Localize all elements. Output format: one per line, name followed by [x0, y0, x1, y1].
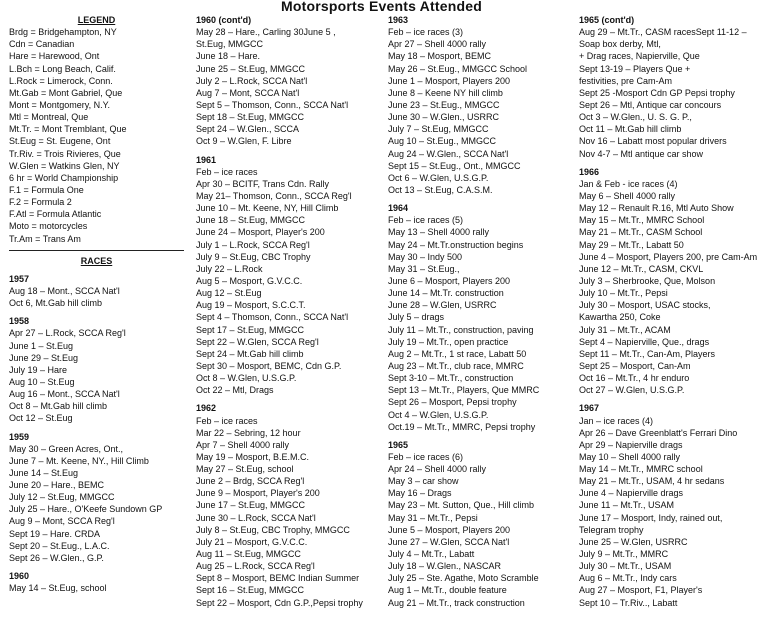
event-entry: June 24 – Mosport, Player's 200 — [196, 227, 325, 238]
event-entry: June 29 – St.Eug — [9, 352, 79, 363]
event-entry: May 15 – Mt.Tr., MMRC School — [579, 215, 705, 226]
column-3 — [388, 14, 573, 609]
event-entry: Aug 23 – Mt.Tr., club race, MMRC — [388, 360, 524, 371]
event-entry: Aug 12 – St.Eug — [196, 288, 262, 299]
event-entry: Moto = motorcycles — [9, 221, 88, 232]
event-entry: July 7 – St.Eug, MMGCC — [388, 124, 489, 135]
event-entry: Sept 8 – Mosport, BEMC Indian Summer — [196, 573, 360, 584]
event-entry: Sept 26 – Mtl, Antique car concours — [579, 99, 722, 110]
event-entry: Sept 24 – Mt.Gab hill climb — [196, 348, 304, 359]
event-entry: May 31 – St.Eug., — [388, 263, 460, 274]
event-entry: June 30 – L.Rock, SCCA Nat'l — [196, 512, 316, 523]
event-entry: Aug 10 – St.Eug — [9, 376, 75, 387]
event-entry: July 5 – drags — [388, 312, 445, 323]
event-entry: June 10 – Mt. Keene, NY, Hill Climb — [196, 203, 339, 214]
event-entry: Oct 9 – W.Glen, F. Libre — [196, 136, 292, 147]
event-entry: June 14 – St.Eug — [9, 467, 79, 478]
event-entry: Aug 9 – Mont, SCCA Reg'l — [9, 516, 115, 527]
event-entry: May 3 – car show — [388, 476, 459, 487]
event-entry: Oct 8 – W.Glen, U.S.G.P. — [196, 373, 297, 384]
event-entry: Aug 27 – Mosport, F1, Player's — [579, 585, 703, 596]
event-entry: May 16 – Drags — [388, 488, 452, 499]
event-entry: June 11 – Mt.Tr., USAM — [579, 500, 675, 511]
event-entry: Apr 27 – L.Rock, SCCA Reg'l — [9, 328, 126, 339]
section-heading: LEGEND — [77, 15, 116, 25]
section-heading: RACES — [80, 255, 113, 266]
event-entry: Sept 25 – Mosport, Can-Am — [579, 360, 691, 371]
event-entry: May 10 – Shell 4000 rally — [579, 451, 681, 462]
event-entry: June 17 – St.Eug, MMGCC — [196, 500, 306, 511]
event-entry: Aug 2 – Mt.Tr., 1 st race, Labatt 50 — [388, 348, 527, 359]
event-entry: July 25 – Hare., O'Keefe Sundown GP — [9, 504, 163, 515]
event-entry: Sept 19 – Hare. CRDA — [9, 528, 101, 539]
event-entry: June 6 – Mosport, Players 200 — [388, 275, 511, 286]
event-entry: Feb – ice races — [196, 166, 258, 177]
event-entry: July 2 – L.Rock, SCCA Nat'l — [196, 75, 308, 86]
event-entry: Sept 30 – Mosport, BEMC, Cdn G.P. — [196, 360, 342, 371]
event-entry: July 10 – Mt.Tr., Pepsi — [579, 288, 668, 299]
event-entry: June 1 – St.Eug — [9, 340, 74, 351]
event-entry: Mar 22 – Sebring, 12 hour — [196, 427, 301, 438]
event-entry: Jan – ice races (4) — [579, 415, 654, 426]
event-entry: July 9 – St.Eug, CBC Trophy — [196, 251, 311, 262]
event-entry: Tr.Riv. = Trois Rivieres, Que — [9, 148, 121, 159]
event-entry: Sept 10 – Tr.Riv.., Labatt — [579, 597, 678, 608]
event-entry: July 31 – Mt.Tr., ACAM — [579, 324, 671, 335]
event-entry: Apr 24 – Shell 4000 rally — [388, 464, 487, 475]
event-entry: L.Bch = Long Beach, Calif. — [9, 63, 116, 74]
event-entry: June 23 – St.Eug., MMGCC — [388, 99, 500, 110]
year-heading: 1960 (cont'd) — [196, 15, 252, 25]
event-entry: F.Atl = Formula Atlantic — [9, 209, 102, 220]
event-entry: Aug 11 – St.Eug, MMGCC — [196, 549, 301, 560]
event-entry: July 19 – Hare — [9, 364, 68, 375]
event-entry: June 20 – Hare., BEMC — [9, 480, 105, 491]
event-entry: June 25 – St.Eug, MMGCC — [196, 63, 306, 74]
event-entry: festivities, pre Cam-Am — [579, 75, 673, 86]
event-entry: Oct 22 – Mtl, Drags — [196, 385, 274, 396]
year-heading: 1966 — [579, 166, 600, 177]
event-entry: Oct 6, Mt.Gab hill climb — [9, 298, 103, 309]
event-entry: Telegram trophy — [579, 524, 644, 535]
event-entry: June 7 – Mt. Keene, NY., Hill Climb — [9, 455, 149, 466]
event-entry: Mt.Gab = Mont Gabriel, Que — [9, 87, 123, 98]
event-entry: W.Glen = Watkins Glen, NY — [9, 160, 120, 171]
event-entry: Hare = Harewood, Ont — [9, 51, 100, 62]
event-entry: June 8 – Keene NY hill climb — [388, 87, 503, 98]
event-entry: Tr.Am = Trans Am — [9, 233, 81, 244]
event-entry: July 4 – Mt.Tr., Labatt — [388, 549, 475, 560]
event-entry: Oct 8 – Mt.Gab hill climb — [9, 401, 108, 412]
event-entry: Kawartha 250, Coke — [579, 312, 661, 323]
event-entry: Aug 10 – St.Eug., MMGCC — [388, 136, 497, 147]
event-entry: June 18 – St.Eug, MMGCC — [196, 215, 306, 226]
event-entry: June 4 – Napierville drags — [579, 488, 684, 499]
event-entry: July 8 – St.Eug, CBC Trophy, MMGCC — [196, 524, 350, 535]
event-entry: Feb – ice races (3) — [388, 27, 464, 38]
year-heading: 1963 — [388, 15, 409, 25]
event-entry: Aug 19 – Mosport, S.C.C.T. — [196, 300, 306, 311]
event-entry: Aug 24 – W.Glen., SCCA Nat'l — [388, 148, 509, 159]
event-entry: St.Eug, MMGCC — [196, 39, 264, 50]
event-entry: July 30 – Mosport, USAC stocks, — [579, 300, 711, 311]
event-entry: July 19 – Mt.Tr., open practice — [388, 336, 509, 347]
event-entry: May 23 – Mt. Sutton, Que., Hill climb — [388, 500, 535, 511]
event-entry: May 30 – Indy 500 — [388, 251, 463, 262]
event-entry: May 28 – Hare., Carling 30June 5 , — [196, 27, 336, 38]
event-entry: May 21– Thomson, Conn., SCCA Reg'l — [196, 190, 352, 201]
event-entry: June 17 – Mosport, Indy, rained out, — [579, 512, 723, 523]
event-entry: Sept 5 – Thomson, Conn., SCCA Nat'l — [196, 99, 349, 110]
event-entry: Sept 17 – St.Eug, MMGCC — [196, 324, 305, 335]
event-entry: May 27 – St.Eug, school — [196, 464, 294, 475]
event-entry: Sept 26 – Mosport, Pepsi trophy — [388, 397, 517, 408]
event-entry: Feb – ice races (6) — [388, 451, 464, 462]
event-entry: F.1 = Formula One — [9, 184, 84, 195]
event-entry: Aug 21 – Mt.Tr., track construction — [388, 597, 525, 608]
event-entry: June 27 – W.Glen, SCCA Nat'l — [388, 536, 510, 547]
event-entry: Sept 24 – W.Glen., SCCA — [196, 124, 300, 135]
event-entry: Soap box derby, Mtl, — [579, 39, 661, 50]
event-entry: July 1 – L.Rock, SCCA Reg'l — [196, 239, 310, 250]
event-entry: Sept 11 – Mt.Tr., Can-Am, Players — [579, 348, 716, 359]
event-entry: July 18 – W.Glen., NASCAR — [388, 561, 502, 572]
event-entry: Mont = Montgomery, N.Y. — [9, 99, 110, 110]
year-heading: 1959 — [9, 431, 30, 442]
event-entry: Aug 5 – Mosport, G.V.C.C. — [196, 275, 303, 286]
event-entry: June 18 – Hare. — [196, 51, 261, 62]
event-entry: Oct 13 – St.Eug, C.A.S.M. — [388, 184, 493, 195]
event-entry: May 6 – Shell 4000 rally — [579, 190, 676, 201]
event-entry: May 14 – Mt.Tr., MMRC school — [579, 464, 703, 475]
event-entry: Oct 11 – Mt.Gab hill climb — [579, 124, 682, 135]
event-entry: Cdn = Canadian — [9, 39, 75, 50]
year-heading: 1965 (cont'd) — [579, 15, 635, 25]
event-entry: Aug 6 – Mt.Tr., Indy cars — [579, 573, 677, 584]
event-entry: Sept 13-19 – Players Que + — [579, 63, 691, 74]
event-entry: Apr 29 – Napierville drags — [579, 439, 683, 450]
event-entry: May 30 – Green Acres, Ont., — [9, 443, 124, 454]
event-entry: June 12 – Mt.Tr., CASM, CKVL — [579, 263, 704, 274]
year-heading: 1965 — [388, 439, 409, 450]
event-entry: June 28 – W.Glen, USRRC — [388, 300, 497, 311]
event-entry: June 30 – W.Glen., USRRC — [388, 112, 500, 123]
event-entry: 6 hr = World Championship — [9, 172, 119, 183]
event-entry: Apr 7 – Shell 4000 rally — [196, 439, 290, 450]
event-entry: May 13 – Shell 4000 rally — [388, 227, 490, 238]
event-entry: June 9 – Mosport, Player's 200 — [196, 488, 320, 499]
event-entry: Sept 22 – W.Glen, SCCA Reg'l — [196, 336, 319, 347]
event-entry: Sept 4 – Napierville, Que., drags — [579, 336, 710, 347]
event-entry: Oct 3 – W.Glen., U. S. G. P., — [579, 112, 692, 123]
event-entry: Nov 16 – Labatt most popular drivers — [579, 136, 727, 147]
event-entry: Aug 29 – Mt.Tr., CASM racesSept 11-12 – — [579, 27, 747, 38]
column-1 — [9, 14, 184, 594]
event-entry: Oct.19 – Mt.Tr., MMRC, Pepsi trophy — [388, 421, 536, 432]
event-entry: June 5 – Mosport, Players 200 — [388, 524, 511, 535]
event-entry: Oct 16 – Mt.Tr., 4 hr enduro — [579, 373, 690, 384]
event-entry: July 30 – Mt.Tr., USAM — [579, 561, 672, 572]
event-entry: July 22 – L.Rock — [196, 263, 263, 274]
event-entry: Sept 20 – St.Eug., L.A.C. — [9, 540, 110, 551]
event-entry: May 31 – Mt.Tr., Pepsi — [388, 512, 478, 523]
event-entry: July 25 – Ste. Agathe, Moto Scramble — [388, 573, 539, 584]
event-entry: Apr 30 – BCITF, Trans Cdn. Rally — [196, 178, 330, 189]
column-2 — [196, 14, 381, 609]
event-entry: + Drag races, Napierville, Que — [579, 51, 700, 62]
event-entry: Oct 6 – W.Glen, U.S.G.P. — [388, 172, 489, 183]
event-entry: Sept 18 – St.Eug, MMGCC — [196, 112, 305, 123]
event-entry: May 21 – Mt.Tr., USAM, 4 hr sedans — [579, 476, 725, 487]
year-heading: 1961 — [196, 154, 217, 165]
event-entry: July 3 – Sherbrooke, Que, Molson — [579, 275, 716, 286]
year-heading: 1960 — [9, 571, 30, 582]
event-entry: Sept 22 – Mosport, Cdn G.P.,Pepsi trophy — [196, 597, 363, 608]
event-entry: July 12 – St.Eug, MMGCC — [9, 492, 115, 503]
event-entry: Aug 18 – Mont., SCCA Nat'l — [9, 285, 120, 296]
event-entry: June 1 – Mosport, Players 200 — [388, 75, 511, 86]
event-entry: May 18 – Mosport, BEMC — [388, 51, 492, 62]
event-entry: May 29 – Mt.Tr., Labatt 50 — [579, 239, 684, 250]
event-entry: June 4 – Mosport, Players 200, pre Cam-Am — [579, 251, 758, 262]
year-heading: 1958 — [9, 316, 30, 327]
event-entry: Feb – ice races (5) — [388, 215, 464, 226]
event-entry: Aug 16 – Mont., SCCA Nat'l — [9, 389, 120, 400]
event-entry: Mt.Tr. = Mont Tremblant, Que — [9, 124, 127, 135]
event-entry: Sept 13 – Mt.Tr., Players, Que MMRC — [388, 385, 540, 396]
event-entry: July 21 – Mosport, G.V.C.C. — [196, 536, 308, 547]
event-entry: Sept 15 – St.Eug., Ont., MMGCC — [388, 160, 521, 171]
event-entry: Oct 27 – W.Glen, U.S.G.P. — [579, 385, 685, 396]
page-title: Motorsports Events Attended — [281, 0, 482, 14]
year-heading: 1964 — [388, 203, 409, 214]
year-heading: 1962 — [196, 403, 217, 414]
event-entry: Sept 4 – Thomson, Conn., SCCA Nat'l — [196, 312, 349, 323]
event-entry: Brdg = Bridgehampton, NY — [9, 27, 117, 38]
event-entry: July 9 – Mt.Tr., MMRC — [579, 549, 669, 560]
event-entry: Apr 26 – Dave Greenblatt's Ferrari Dino — [579, 427, 738, 438]
event-entry: June 14 – Mt.Tr. construction — [388, 288, 504, 299]
event-entry: Aug 25 – L.Rock, SCCA Reg'l — [196, 561, 315, 572]
event-entry: May 21 – Mt.Tr., CASM School — [579, 227, 703, 238]
event-entry: Sept 16 – St.Eug, MMGCC — [196, 585, 305, 596]
event-entry: St.Eug = St. Eugene, Ont — [9, 136, 111, 147]
event-entry: Aug 7 – Mont, SCCA Nat'l — [196, 87, 300, 98]
event-entry: Sept 3-10 – Mt.Tr., construction — [388, 373, 514, 384]
event-entry: Jan & Feb - ice races (4) — [579, 178, 678, 189]
event-entry: May 12 – Renault R.16, Mtl Auto Show — [579, 203, 734, 214]
event-entry: Feb – ice races — [196, 415, 258, 426]
event-entry: July 11 – Mt.Tr., construction, paving — [388, 324, 534, 335]
event-entry: June 25 – W.Glen, USRRC — [579, 536, 688, 547]
event-entry: Nov 4-7 – Mtl antique car show — [579, 148, 704, 159]
event-entry: Apr 27 – Shell 4000 rally — [388, 39, 487, 50]
year-heading: 1957 — [9, 273, 30, 284]
event-entry: Mtl = Montreal, Que — [9, 112, 89, 123]
event-entry: F.2 = Formula 2 — [9, 197, 72, 208]
event-entry: May 26 – St.Eug., MMGCC School — [388, 63, 528, 74]
year-heading: 1967 — [579, 403, 600, 414]
event-entry: May 14 – St.Eug, school — [9, 583, 107, 594]
event-entry: June 2 – Brdg, SCCA Reg'l — [196, 476, 305, 487]
event-entry: Oct 4 – W.Glen, U.S.G.P. — [388, 409, 489, 420]
event-entry: Sept 25 -Mosport Cdn GP Pepsi trophy — [579, 87, 735, 98]
event-entry: May 19 – Mosport, B.E.M.C. — [196, 451, 310, 462]
event-entry: May 24 – Mt.Tr.onstruction begins — [388, 239, 524, 250]
divider — [9, 250, 184, 251]
event-entry: Sept 26 – W.Glen., G.P. — [9, 552, 104, 563]
column-4 — [579, 14, 761, 609]
event-entry: Oct 12 – St.Eug — [9, 413, 73, 424]
event-entry: Aug 1 – Mt.Tr., double feature — [388, 585, 507, 596]
event-entry: L.Rock = Limerock, Conn. — [9, 75, 113, 86]
